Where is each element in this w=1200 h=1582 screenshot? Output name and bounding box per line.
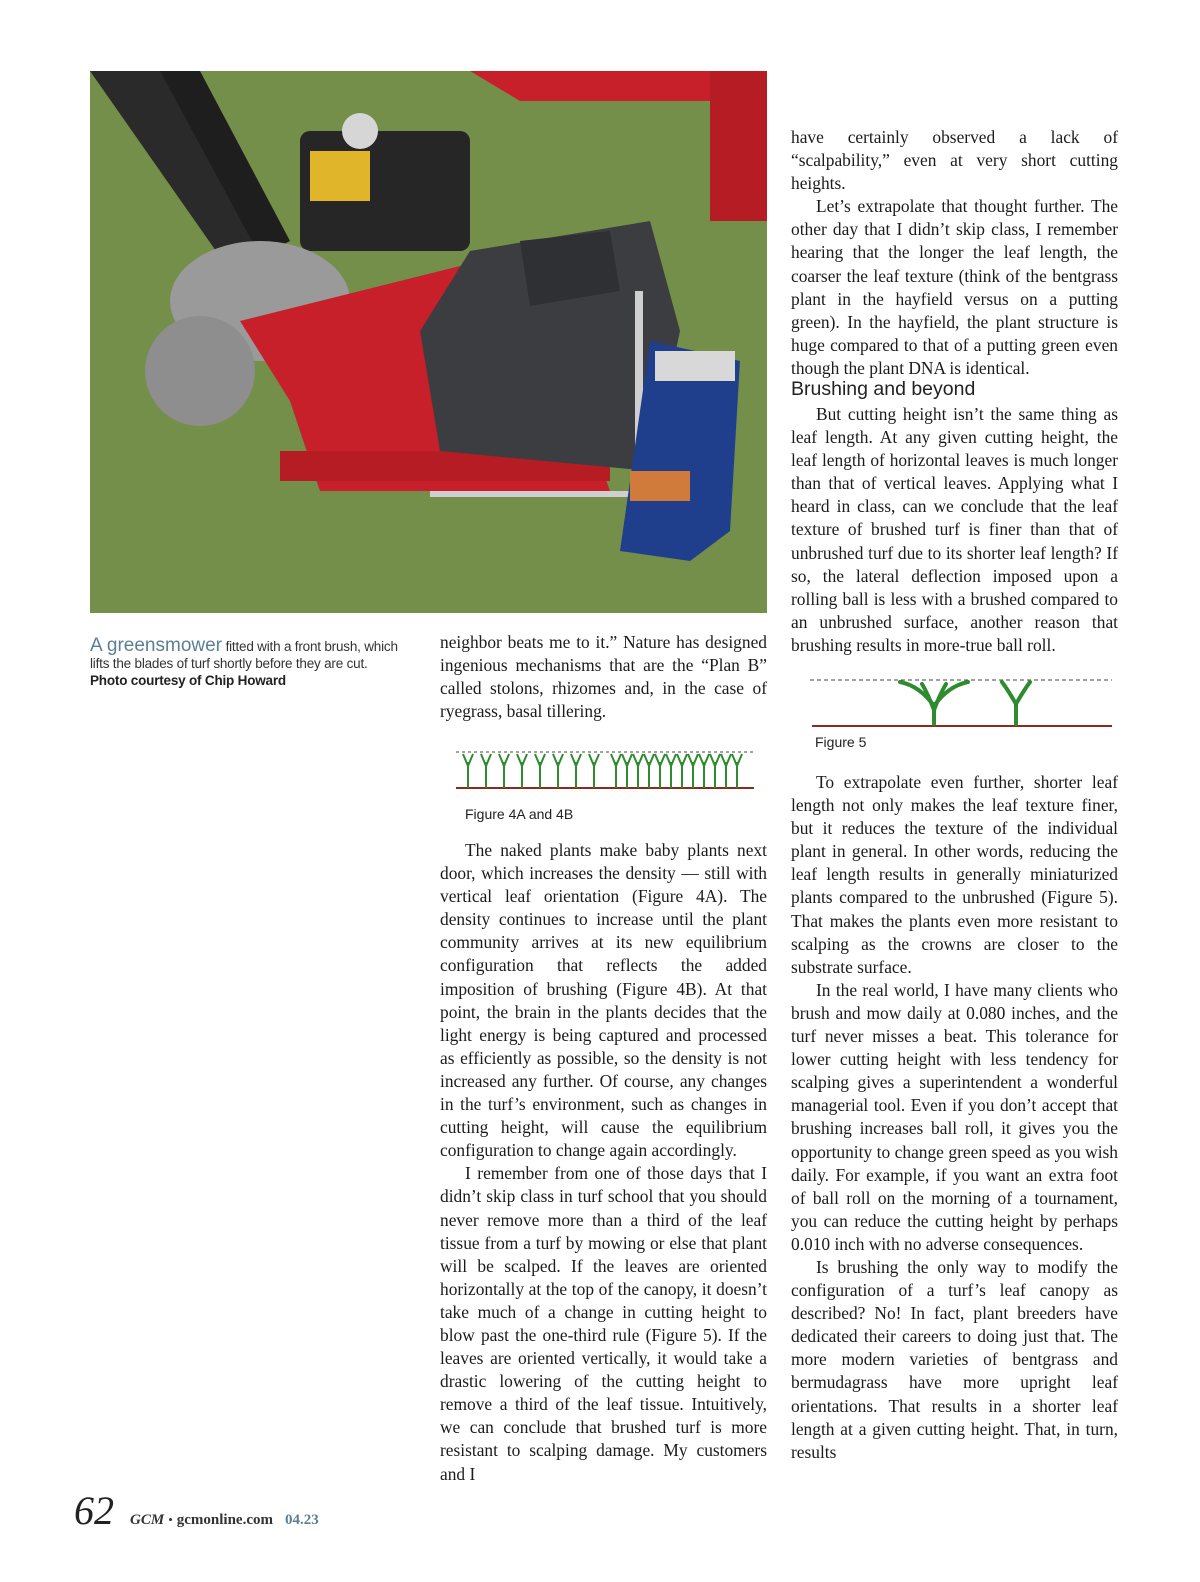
grass-blade [571,754,581,788]
figure-4-label: Figure 4A and 4B [465,806,574,822]
grass-blade [644,754,654,788]
middle-column-body [440,839,767,1486]
greensmower-photo [90,71,767,613]
figure-4-illustration [456,748,754,794]
caption-text: fitted with a front brush, which lifts the blades of turf shortly before they are cut. [90,639,398,671]
photo-caption [90,637,420,689]
page-footer [74,1487,319,1533]
paragraph: Is brushing the only way to modify the configuration of a turf’s leaf canopy as described? No! In fact, plant breeders have dedicated their careers to doing just that. The more modern varieties of bentgrass and bermudagrass have more upright leaf orientations. That results in a shorter leaf length at a given cutting height. That, in turn, results [791,1256,1118,1462]
middle-column-top [440,631,767,723]
publication-name: GCM [130,1512,165,1528]
paragraph: have certainly observed a lack of “scalpability,” even at very short cutting heights. [791,127,1118,194]
paragraph: The naked plants make baby plants next door, which increases the density — still with vertical leaf orientation (Figure 4A). The density continues to increase until the plant community arrives at its new equilibrium configuration that reflects the added imposition of brushing (Figure 4B). At that point, the brain in the plants decides that the light energy is being captured and processed as efficiently as possible, so the density is not increased any further. Of course, any changes in the turf’s environment, such as changes in cutting height, will cause the equilibrium configuration to change again accordingly. [440,840,767,1161]
caption-lead: A greensmower [90,635,223,656]
grass-blade [710,754,720,788]
issue-date: 04.23 [284,1512,319,1528]
grass-blade [481,754,491,788]
paragraph: In the real world, I have many clients who brush and mow daily at 0.080 inches, and the turf never misses a beat. This tolerance for lower cutting height with less tendency for scalping gives a superintendent a wonderful managerial tool. Even if you don’t accept that brushing increases ball roll, it gives you the opportunity to change green speed as you wish daily. For example, if you want an extra foot of ball roll on the morning of a tournament, you can reduce the cutting height by perhaps 0.010 inch with no adverse consequences. [791,979,1118,1254]
grass-blade [677,754,687,788]
grass-blade [732,754,742,788]
figure-5-illustration [810,674,1112,732]
paragraph: To extrapolate even further, shorter leaf length not only makes the leaf texture finer, but it reduces the texture of the individual plant in general. In other words, reducing the leaf length results in generally miniaturized plants compared to the unbrushed (Figure 5). That makes the plants even more resistant to scalping as the crowns are closer to the substrate surface. [791,772,1118,977]
right-column-top [791,126,1118,380]
grass-blade [517,754,527,788]
paragraph: neighbor beats me to it.” Nature has designed ingenious mechanisms that are the “Plan B” called stolons, rhizomes and, in the case of ryegrass, basal tillering. [440,632,767,722]
grass-blade [633,754,643,788]
grass-blade [721,754,731,788]
section-heading: Brushing and beyond [791,378,976,400]
photo-credit: Photo courtesy of Chip Howard [90,673,286,688]
right-column-body [791,771,1118,1464]
paragraph: Let’s extrapolate that thought further. The other day that I didn’t skip class, I remember hearing that the longer the leaf length, the coarser the leaf texture (think of the bentgrass plant in the hayfield versus on a putting green). In the hayfield, the plant structure is huge compared to that of a putting green even though the plant DNA is identical. [791,196,1118,378]
grass-blade [553,754,563,788]
figure-5-label: Figure 5 [815,734,867,750]
grass-blade [655,754,665,788]
right-column-section [791,403,1118,657]
grass-blade [666,754,676,788]
website-link[interactable]: gcmonline.com [176,1512,273,1528]
grass-blade [589,754,599,788]
grass-blade [535,754,545,788]
grass-blade [611,754,621,788]
page-number: 62 [74,1488,114,1533]
grass-blade [622,754,632,788]
grass-blade [499,754,509,788]
grass-blade [463,754,473,788]
paragraph: But cutting height isn’t the same thing as leaf length. At any given cutting height, the leaf length of horizontal leaves is much longer than that of vertical leaves. Applying what I heard in class, can we conclude that the leaf texture of brushed turf is finer than that of unbrushed turf due to its shorter leaf length? If so, the lateral deflection imposed upon a rolling ball is less with a brushed compared to an unbrushed surface, another reason that brushing results in more-true ball roll. [791,404,1118,655]
grass-blade [699,754,709,788]
grass-blade [688,754,698,788]
footer-bullet: • [168,1512,173,1527]
paragraph: I remember from one of those days that I didn’t skip class in turf school that you should never remove more than a third of the leaf tissue from a turf by mowing or else that plant will be scalped. If the leaves are oriented horizontally at the top of the canopy, it doesn’t take much of a change in cutting height to blow past the one-third rule (Figure 5). If the leaves are oriented vertically, it would take a drastic lowering of the cutting height to remove a third of the leaf tissue. Intuitively, we can conclude that brushed turf is more resistant to scalping damage. My customers and I [440,1163,767,1484]
